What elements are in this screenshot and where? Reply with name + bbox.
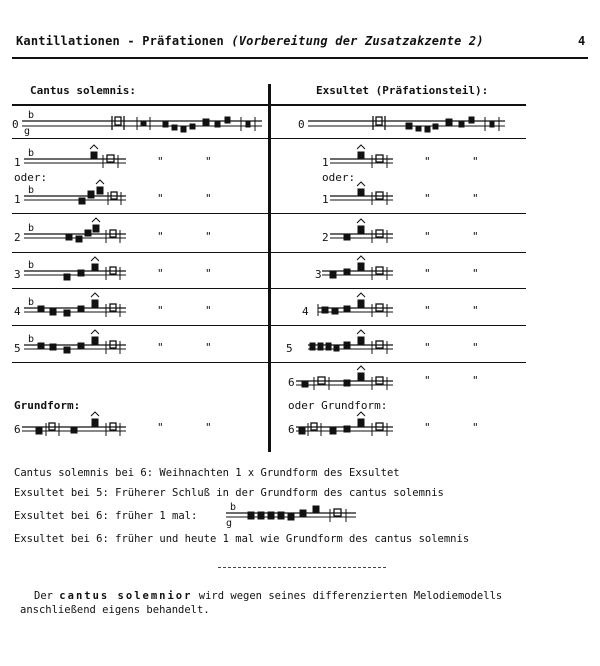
ditto-mark: ": [472, 304, 479, 317]
flat-sign: b: [28, 185, 35, 196]
chant-staff-right-0: [308, 116, 505, 132]
row-number: 3: [315, 268, 322, 281]
flat-sign: b: [28, 148, 35, 159]
grundform-label: Grundform:: [14, 399, 81, 412]
ditto-mark: ": [424, 155, 431, 168]
row-number: 1: [322, 156, 329, 169]
row-number: 6: [288, 423, 295, 436]
flat-sign: b: [28, 334, 35, 345]
row-number: 2: [14, 231, 21, 244]
row-number: 4: [14, 305, 21, 318]
ditto-mark: ": [424, 374, 431, 387]
flat-sign: b: [28, 110, 35, 121]
ditto-mark: ": [205, 230, 212, 243]
ditto-mark: ": [472, 374, 479, 387]
closing-rest: wird wegen seines differenzierten Melodiemodells: [198, 590, 503, 602]
chant-staff-left-6-grundform: [22, 412, 126, 436]
ditto-mark: ": [472, 155, 479, 168]
row-number: 0: [298, 118, 305, 131]
chant-staff-left-2: [24, 218, 126, 243]
ditto-mark: ": [472, 192, 479, 205]
left-column-heading: Cantus solemnis:: [30, 84, 136, 97]
chant-staff-left-1: [24, 145, 126, 168]
ditto-mark: ": [157, 341, 164, 354]
ditto-mark: ": [424, 230, 431, 243]
page-subtitle: (Vorbereitung der Zusatzakzente 2): [231, 34, 484, 48]
row-number: 1: [14, 193, 21, 206]
right-column-heading: Exsultet (Präfationsteil):: [316, 84, 489, 97]
chant-staff-left-0: [22, 110, 262, 137]
separator-rule: [218, 567, 386, 568]
row-number: 0: [12, 118, 19, 131]
chant-inline-example: [226, 502, 356, 529]
page-number: 4: [578, 34, 586, 48]
flat-sign: b: [28, 297, 35, 308]
ditto-mark: ": [472, 267, 479, 280]
flat-sign: b: [28, 260, 35, 271]
row-number: 6: [14, 423, 21, 436]
ditto-mark: ": [205, 304, 212, 317]
oder-label: oder:: [322, 171, 356, 184]
ditto-mark: ": [157, 230, 164, 243]
ditto-mark: ": [205, 421, 212, 434]
ditto-mark: ": [424, 341, 431, 354]
ditto-mark: ": [157, 267, 164, 280]
chant-staff-right-1b: [330, 182, 393, 205]
ditto-mark: ": [424, 304, 431, 317]
ditto-mark: ": [157, 192, 164, 205]
closing-term: cantus solemnior: [59, 590, 193, 602]
flat-sign: b: [230, 502, 237, 513]
oder-grundform-text: oder Grundform:: [288, 399, 388, 412]
ditto-mark: ": [472, 230, 479, 243]
ditto-mark: ": [472, 341, 479, 354]
ditto-mark: ": [205, 192, 212, 205]
chant-staff-left-4: [24, 293, 126, 317]
row-number: 6: [288, 376, 295, 389]
row-number: 2: [322, 231, 329, 244]
ditto-mark: ": [424, 267, 431, 280]
chant-staff-right-2: [330, 219, 393, 243]
page-title: Kantillationen - Präfationen: [16, 34, 224, 48]
row-number: 1: [14, 156, 21, 169]
chant-staff-right-5: [308, 330, 393, 354]
closing-line-1: [34, 590, 502, 602]
row-number: 1: [322, 193, 329, 206]
chant-staff-right-3: [322, 256, 393, 280]
ditto-mark: ": [157, 304, 164, 317]
chant-staff-right-6-grundform: [296, 412, 393, 436]
row-number: 5: [286, 342, 293, 355]
ditto-mark: ": [424, 192, 431, 205]
ditto-mark: ": [424, 421, 431, 434]
chant-staff-left-1b: [24, 180, 126, 205]
ditto-mark: ": [472, 421, 479, 434]
chant-staff-left-5: [24, 330, 126, 354]
ditto-mark: ": [205, 267, 212, 280]
clef-mark: g: [24, 126, 31, 137]
row-number: 3: [14, 268, 21, 281]
flat-sign: b: [28, 223, 35, 234]
ditto-mark: ": [205, 155, 212, 168]
ditto-mark: ": [205, 341, 212, 354]
oder-label: oder:: [14, 171, 48, 184]
note-line-2: Exsultet bei 5: Früherer Schluß in der Grundform des cantus solemnis: [14, 487, 444, 499]
row-number: 5: [14, 342, 21, 355]
chant-staff-right-4: [318, 293, 393, 317]
ditto-mark: ": [157, 421, 164, 434]
chant-staff-right-6: [296, 366, 393, 390]
row-number: 4: [302, 305, 309, 318]
note-line-1: Cantus solemnis bei 6: Weihnachten 1 x Grundform des Exsultet: [14, 467, 400, 479]
closing-prefix: Der: [34, 590, 53, 602]
chant-staff-right-1: [330, 145, 393, 168]
closing-line-2: anschließend eigens behandelt.: [20, 604, 210, 616]
ditto-mark: ": [157, 155, 164, 168]
note-line-3: Exsultet bei 6: früher 1 mal:: [14, 510, 198, 522]
note-line-4: Exsultet bei 6: früher und heute 1 mal wie Grundform des cantus solemnis: [14, 533, 470, 545]
chant-staff-left-3: [24, 257, 126, 280]
clef-mark: g: [226, 518, 233, 529]
